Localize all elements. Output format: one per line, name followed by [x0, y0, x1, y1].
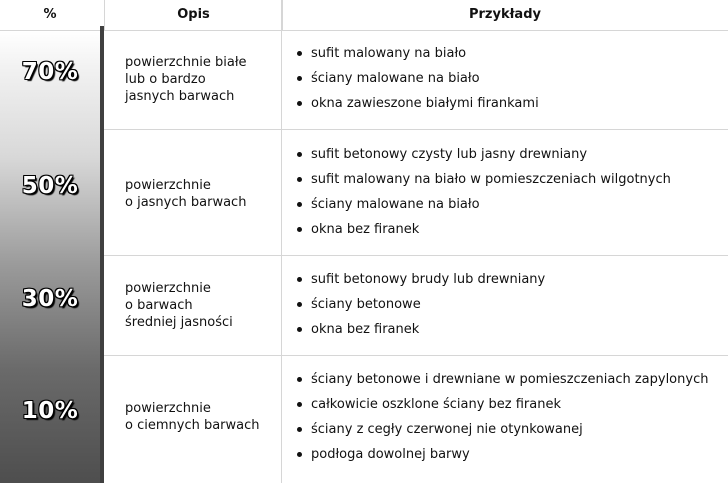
- list-item: [297, 396, 727, 421]
- list-item: [297, 421, 727, 446]
- header-examples: Przykłady: [468, 7, 541, 22]
- example-text: sufit betonowy brudy lub drewniany: [311, 272, 546, 287]
- header-percent: %: [43, 7, 57, 22]
- examples-list: [297, 45, 727, 120]
- bullet-icon: [297, 51, 302, 56]
- bullet-icon: [297, 101, 302, 106]
- bullet-icon: [297, 76, 302, 81]
- row-description: [125, 400, 275, 434]
- row-divider: [104, 129, 728, 130]
- example-text: okna bez firanek: [311, 322, 420, 337]
- description-line: o ciemnych barwach: [125, 418, 260, 433]
- list-item: [297, 271, 727, 296]
- description-line: powierzchnie: [125, 178, 211, 193]
- header-description: Opis: [104, 0, 283, 30]
- bullet-icon: [297, 152, 302, 157]
- table-header: [0, 0, 728, 31]
- list-item: [297, 171, 727, 196]
- example-text: ściany betonowe i drewniane w pomieszczeniach zapylonych: [311, 372, 709, 387]
- example-text: okna zawieszone białymi firankami: [311, 96, 539, 111]
- bullet-icon: [297, 227, 302, 232]
- column-divider: [281, 0, 282, 483]
- examples-list: [297, 371, 727, 471]
- bullet-icon: [297, 202, 302, 207]
- example-text: sufit malowany na biało w pomieszczeniach wilgotnych: [311, 172, 671, 187]
- row-percent: 10%: [21, 398, 79, 424]
- example-text: okna bez firanek: [311, 222, 420, 237]
- list-item: [297, 146, 727, 171]
- row-description: [125, 177, 275, 211]
- description-line: lub o bardzo: [125, 72, 206, 87]
- row-percent: 70%: [21, 59, 79, 85]
- example-text: całkowicie oszklone ściany bez firanek: [311, 397, 562, 412]
- description-line: o barwach: [125, 298, 193, 313]
- description-line: jasnych barwach: [125, 89, 235, 104]
- description-line: powierzchnie: [125, 281, 211, 296]
- list-item: [297, 371, 727, 396]
- description-line: o jasnych barwach: [125, 195, 247, 210]
- bullet-icon: [297, 452, 302, 457]
- bullet-icon: [297, 177, 302, 182]
- bullet-icon: [297, 402, 302, 407]
- example-text: podłoga dowolnej barwy: [311, 447, 470, 462]
- list-item: [297, 221, 727, 246]
- list-item: [297, 45, 727, 70]
- list-item: [297, 296, 727, 321]
- row-divider: [104, 255, 728, 256]
- list-item: [297, 196, 727, 221]
- description-line: powierzchnie: [125, 401, 211, 416]
- row-percent: 30%: [21, 286, 79, 312]
- list-item: [297, 321, 727, 346]
- example-text: ściany malowane na biało: [311, 197, 480, 212]
- list-item: [297, 446, 727, 471]
- example-text: ściany betonowe: [311, 297, 421, 312]
- list-item: [297, 95, 727, 120]
- example-text: sufit malowany na biało: [311, 46, 467, 61]
- example-text: ściany z cegły czerwonej nie otynkowanej: [311, 422, 583, 437]
- example-text: sufit betonowy czysty lub jasny drewniany: [311, 147, 588, 162]
- examples-list: [297, 271, 727, 346]
- row-description: [125, 280, 275, 331]
- bullet-icon: [297, 277, 302, 282]
- description-line: średniej jasności: [125, 315, 233, 330]
- bullet-icon: [297, 302, 302, 307]
- row-description: [125, 54, 275, 105]
- list-item: [297, 70, 727, 95]
- bullet-icon: [297, 377, 302, 382]
- description-line: powierzchnie białe: [125, 55, 247, 70]
- row-percent: 50%: [21, 173, 79, 199]
- bullet-icon: [297, 427, 302, 432]
- examples-list: [297, 146, 727, 246]
- bullet-icon: [297, 327, 302, 332]
- example-text: ściany malowane na biało: [311, 71, 480, 86]
- row-divider: [104, 355, 728, 356]
